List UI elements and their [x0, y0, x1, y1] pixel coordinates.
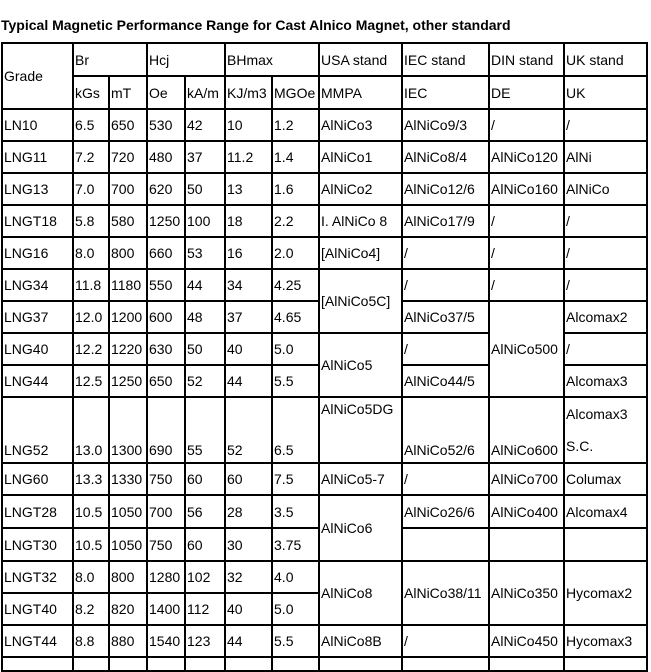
- header-mmpa: MMPA: [319, 76, 402, 109]
- cell-kam: 100: [185, 205, 225, 237]
- cell-usa: AlNiCo5DG: [319, 397, 402, 463]
- cell-oe: 1280: [147, 561, 185, 593]
- cell-grade: LNGT32: [2, 561, 73, 593]
- cell-uk-line: Alcomax3: [566, 406, 628, 422]
- cell-din: /: [489, 269, 564, 301]
- header-unit-oe: Oe: [147, 76, 185, 109]
- cell-mt: 1050: [109, 495, 147, 528]
- cell-kam: 42: [185, 109, 225, 141]
- cell-uk: [564, 528, 647, 561]
- cell-usa: AlNiCo1: [319, 141, 402, 173]
- cell-uk: Hycomax2: [564, 561, 647, 625]
- cell-grade: LNGT18: [2, 205, 73, 237]
- cell-din: AlNiCo350: [489, 561, 564, 625]
- cell-grade: LN10: [2, 109, 73, 141]
- table-row: [2, 237, 647, 269]
- cell-iec: /: [402, 333, 489, 365]
- cell-uk: /: [564, 269, 647, 301]
- cell-oe: 1540: [147, 625, 185, 657]
- cell-kgs: 8.0: [73, 237, 109, 269]
- cell-mgoe: 5.5: [272, 625, 319, 657]
- table-row: [2, 141, 647, 173]
- cell-kjm3: 44: [225, 365, 272, 397]
- cell-grade: LNG52: [2, 397, 73, 463]
- cell-oe: 660: [147, 237, 185, 269]
- cell-oe: 600: [147, 301, 185, 333]
- cell-kam: 48: [185, 301, 225, 333]
- cell-usa: [AlNiCo5C]: [319, 269, 402, 333]
- cell-kjm3: 34: [225, 269, 272, 301]
- cell-mt: 1050: [109, 528, 147, 561]
- cell-usa: AlNiCo3: [319, 109, 402, 141]
- cell-iec: AlNiCo12/6: [402, 173, 489, 205]
- cell-mt: 800: [109, 237, 147, 269]
- table-row: [2, 397, 647, 463]
- cell-uk: /: [564, 205, 647, 237]
- cell-mgoe: 5.0: [272, 333, 319, 365]
- cell-mgoe: 4.65: [272, 301, 319, 333]
- cell-usa: AlNiCo6: [319, 495, 402, 561]
- cell-grade: LNG11: [2, 141, 73, 173]
- cell-mt: 720: [109, 141, 147, 173]
- cell-mt: 1180: [109, 269, 147, 301]
- table-row: [2, 205, 647, 237]
- cell-uk: Alcomax4: [564, 495, 647, 528]
- cell-mt: 1200: [109, 301, 147, 333]
- cell-kjm3: 52: [225, 397, 272, 463]
- cell-kam: 50: [185, 333, 225, 365]
- cell-oe: 480: [147, 141, 185, 173]
- header-iec: IEC: [402, 76, 489, 109]
- cell-kgs: 11.8: [73, 269, 109, 301]
- cell-iec: AlNiCo38/11: [402, 561, 489, 625]
- cell-iec: AlNiCo8/4: [402, 141, 489, 173]
- cell-kam: 123: [185, 625, 225, 657]
- header-hcj: Hcj: [147, 43, 225, 76]
- cell-kjm3: 40: [225, 333, 272, 365]
- cell-uk: [564, 397, 647, 463]
- cell-din: AlNiCo700: [489, 463, 564, 495]
- cell-iec: /: [402, 269, 489, 301]
- cell-mgoe: 5.0: [272, 593, 319, 625]
- cell-grade: LNG44: [2, 365, 73, 397]
- cell-mgoe: 4.0: [272, 561, 319, 593]
- cell-mgoe: 1.6: [272, 173, 319, 205]
- cell-din: AlNiCo400: [489, 495, 564, 528]
- cell-kam: 55: [185, 397, 225, 463]
- cell-mt: 880: [109, 625, 147, 657]
- cell-mgoe: 3.75: [272, 528, 319, 561]
- cell-oe: 750: [147, 463, 185, 495]
- header-de: DE: [489, 76, 564, 109]
- header-grade: Grade: [2, 43, 73, 109]
- cell-uk: Hycomax3: [564, 625, 647, 657]
- cell-kgs: 12.2: [73, 333, 109, 365]
- cell-oe: 650: [147, 365, 185, 397]
- cell-din: AlNiCo450: [489, 625, 564, 657]
- cell-grade: LNG60: [2, 463, 73, 495]
- cell-din: AlNiCo500: [489, 301, 564, 397]
- cell-kjm3: 32: [225, 561, 272, 593]
- cell-grade: LNG34: [2, 269, 73, 301]
- cell-iec: AlNiCo17/9: [402, 205, 489, 237]
- cell-kam: 44: [185, 269, 225, 301]
- cell-mgoe: 5.5: [272, 365, 319, 397]
- cell-grade: LNG40: [2, 333, 73, 365]
- cell-uk: AlNiCo: [564, 173, 647, 205]
- cell-usa: AlNiCo2: [319, 173, 402, 205]
- cell-oe: 550: [147, 269, 185, 301]
- alnico-standards-table: [1, 42, 648, 672]
- header-iec-standard: IEC stand: [402, 43, 489, 76]
- cell-kjm3: 13: [225, 173, 272, 205]
- page-title: Typical Magnetic Performance Range for Cast Alnico Magnet, other standard: [1, 17, 511, 33]
- cell-kgs: 10.5: [73, 495, 109, 528]
- header-unit-kam: kA/m: [185, 76, 225, 109]
- cell-iec: AlNiCo9/3: [402, 109, 489, 141]
- cell-kgs: 7.2: [73, 141, 109, 173]
- header-unit-kjm3: KJ/m3: [225, 76, 272, 109]
- cell-kam: 60: [185, 528, 225, 561]
- table-row: [2, 463, 647, 495]
- cell-grade: LNG37: [2, 301, 73, 333]
- cell-usa: AlNiCo5: [319, 333, 402, 397]
- header-unit-kgs: kGs: [73, 76, 109, 109]
- cell-mgoe: 2.2: [272, 205, 319, 237]
- header-usa-standard: USA stand: [319, 43, 402, 76]
- cell-kjm3: 11.2: [225, 141, 272, 173]
- cell-iec: /: [402, 625, 489, 657]
- cell-kjm3: 37: [225, 301, 272, 333]
- cell-din: /: [489, 237, 564, 269]
- cell-grade: LNGT28: [2, 495, 73, 528]
- cell-uk-line: S.C.: [566, 438, 594, 454]
- cell-kgs: 12.5: [73, 365, 109, 397]
- cell-mgoe: 4.25: [272, 269, 319, 301]
- cell-kgs: 10.5: [73, 528, 109, 561]
- cell-mt: 700: [109, 173, 147, 205]
- cell-oe: 530: [147, 109, 185, 141]
- cell-kjm3: 16: [225, 237, 272, 269]
- cell-mgoe: 6.5: [272, 397, 319, 463]
- cell-kjm3: 18: [225, 205, 272, 237]
- cell-kam: 56: [185, 495, 225, 528]
- cell-oe: 620: [147, 173, 185, 205]
- table-row-partial: [2, 657, 647, 671]
- cell-kgs: 7.0: [73, 173, 109, 205]
- cell-oe: 690: [147, 397, 185, 463]
- cell-mgoe: 2.0: [272, 237, 319, 269]
- table-row: [2, 269, 647, 301]
- cell-kgs: 8.2: [73, 593, 109, 625]
- cell-kgs: 8.0: [73, 561, 109, 593]
- cell-mt: 1300: [109, 397, 147, 463]
- cell-oe: 1250: [147, 205, 185, 237]
- cell-iec: AlNiCo44/5: [402, 365, 489, 397]
- cell-kam: 112: [185, 593, 225, 625]
- cell-kjm3: 30: [225, 528, 272, 561]
- cell-mt: 800: [109, 561, 147, 593]
- cell-kgs: 12.0: [73, 301, 109, 333]
- cell-uk: /: [564, 237, 647, 269]
- cell-uk: /: [564, 333, 647, 365]
- cell-kgs: 5.8: [73, 205, 109, 237]
- cell-kam: 37: [185, 141, 225, 173]
- cell-iec: AlNiCo37/5: [402, 301, 489, 333]
- cell-uk: /: [564, 109, 647, 141]
- cell-mgoe: 3.5: [272, 495, 319, 528]
- cell-iec: [402, 528, 489, 561]
- cell-oe: 1400: [147, 593, 185, 625]
- cell-din: AlNiCo160: [489, 173, 564, 205]
- cell-mt: 820: [109, 593, 147, 625]
- cell-mgoe: 1.4: [272, 141, 319, 173]
- cell-kam: 50: [185, 173, 225, 205]
- cell-uk: Alcomax2: [564, 301, 647, 333]
- cell-kgs: 13.3: [73, 463, 109, 495]
- cell-iec: /: [402, 463, 489, 495]
- cell-grade: LNGT30: [2, 528, 73, 561]
- cell-iec: /: [402, 237, 489, 269]
- cell-mgoe: 1.2: [272, 109, 319, 141]
- header-uk-standard: UK stand: [564, 43, 647, 76]
- header-bhmax: BHmax: [225, 43, 319, 76]
- cell-kgs: 8.8: [73, 625, 109, 657]
- cell-kjm3: 40: [225, 593, 272, 625]
- table-row: [2, 495, 647, 528]
- cell-mt: 1330: [109, 463, 147, 495]
- cell-usa: AlNiCo8B: [319, 625, 402, 657]
- cell-kam: 102: [185, 561, 225, 593]
- cell-mt: 650: [109, 109, 147, 141]
- header-din-standard: DIN stand: [489, 43, 564, 76]
- cell-kjm3: 44: [225, 625, 272, 657]
- table-row: [2, 625, 647, 657]
- cell-mt: 1220: [109, 333, 147, 365]
- cell-iec: AlNiCo26/6: [402, 495, 489, 528]
- cell-mt: 580: [109, 205, 147, 237]
- cell-mt: 1250: [109, 365, 147, 397]
- cell-usa: I. AlNiCo 8: [319, 205, 402, 237]
- cell-usa: AlNiCo5-7: [319, 463, 402, 495]
- header-uk: UK: [564, 76, 647, 109]
- cell-din: [489, 528, 564, 561]
- cell-kam: 53: [185, 237, 225, 269]
- cell-kgs: 6.5: [73, 109, 109, 141]
- cell-uk: Columax: [564, 463, 647, 495]
- cell-din: AlNiCo600: [489, 397, 564, 463]
- cell-uk: AlNi: [564, 141, 647, 173]
- header-unit-mt: mT: [109, 76, 147, 109]
- cell-mgoe: 7.5: [272, 463, 319, 495]
- cell-grade: LNG16: [2, 237, 73, 269]
- cell-oe: 750: [147, 528, 185, 561]
- cell-kjm3: 10: [225, 109, 272, 141]
- cell-din: /: [489, 109, 564, 141]
- table-row: [2, 561, 647, 593]
- table-row: [2, 173, 647, 205]
- cell-iec: AlNiCo52/6: [402, 397, 489, 463]
- cell-din: /: [489, 205, 564, 237]
- cell-usa: AlNiCo8: [319, 561, 402, 625]
- table-row: [2, 109, 647, 141]
- cell-kjm3: 28: [225, 495, 272, 528]
- cell-kam: 60: [185, 463, 225, 495]
- cell-oe: 700: [147, 495, 185, 528]
- cell-grade: LNG13: [2, 173, 73, 205]
- cell-oe: 630: [147, 333, 185, 365]
- header-br: Br: [73, 43, 147, 76]
- cell-usa: [AlNiCo4]: [319, 237, 402, 269]
- cell-grade: LNGT40: [2, 593, 73, 625]
- cell-kam: 52: [185, 365, 225, 397]
- cell-grade: LNGT44: [2, 625, 73, 657]
- cell-din: AlNiCo120: [489, 141, 564, 173]
- header-unit-mgoe: MGOe: [272, 76, 319, 109]
- cell-kgs: 13.0: [73, 397, 109, 463]
- cell-uk: Alcomax3: [564, 365, 647, 397]
- cell-kjm3: 60: [225, 463, 272, 495]
